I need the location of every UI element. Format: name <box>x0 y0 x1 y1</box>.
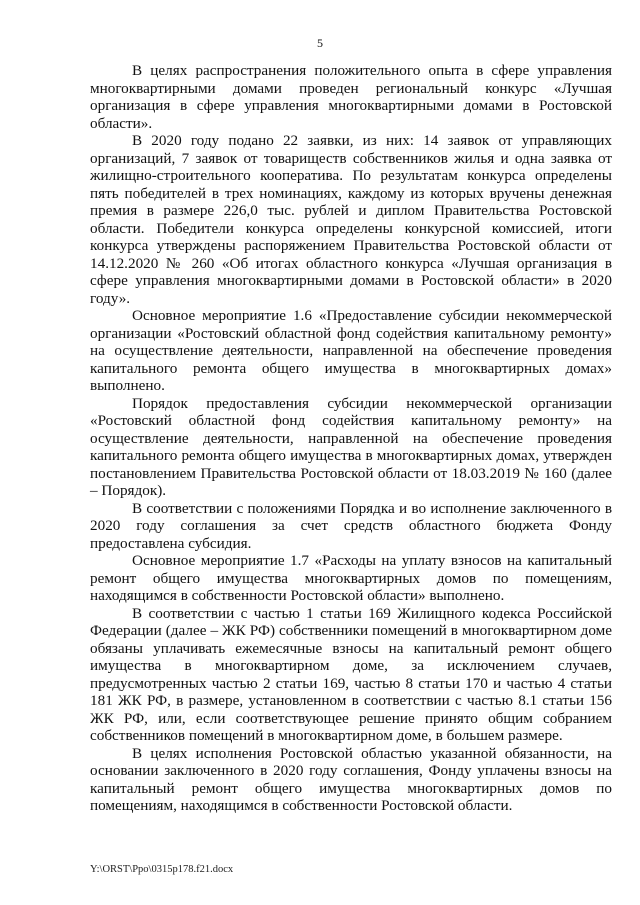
paragraph-measure-1-6: Основное мероприятие 1.6 «Предоставление субсидии некоммерческой организации «Ростовский областной фонд содействия капитальному ремонту» на осуществление деятельности, направленной на обеспечение проведения капитального ремонта общего имущества в многоквартирных домах» выполнено. <box>90 307 612 394</box>
paragraph-regional-contest: В целях распространения положительного опыта в сфере управления многоквартирными домами проведен региональный конкурс «Лучшая организация в сфере управления многоквартирными домами в Ростовской области». <box>90 62 612 132</box>
paragraph-subsidy-provided: В соответствии с положениями Порядка и во исполнение заключенного в 2020 году соглашения за счет средств областного бюджета Фонду предоставлена субсидия. <box>90 499 612 552</box>
footer-file-path: Y:\ORST\Ppo\0315p178.f21.docx <box>90 864 234 875</box>
document-body <box>90 62 612 815</box>
paragraph-measure-1-7: Основное мероприятие 1.7 «Расходы на уплату взносов на капитальный ремонт общего имущества многоквартирных домов по помещениям, находящимся в собственности Ростовской области» выполнено. <box>90 552 612 604</box>
paragraph-contributions-paid: В целях исполнения Ростовской областью указанной обязанности, на основании заключенного в 2020 году соглашения, Фонду уплачены взносы на капитальный ремонт общего имущества многоквартирных домов по помещениям, находящимся в собственности Ростовской области. <box>90 744 612 814</box>
page-number: 5 <box>317 36 323 50</box>
paragraph-contest-results: В 2020 году подано 22 заявки, из них: 14 заявок от управляющих организаций, 7 заявок от товариществ собственников жилья и одна заявка от жилищно-строительного кооператива. По результатам конкурса определены пять победителей в трех номинациях, каждому из которых вручены денежная премия в размере 226,0 тыс. рублей и диплом Правительства Ростовской области. Победители конкурса определены конкурсной комиссией, итоги конкурса утверждены распоряжением Правительства Ростовской области от 14.12.2020 № 260 «Об итогах областного конкурса «Лучшая организация в сфере управления многоквартирными домами в Ростовской области» в 2020 году». <box>90 132 612 307</box>
paragraph-housing-code: В соответствии с частью 1 статьи 169 Жилищного кодекса Российской Федерации (далее – ЖК РФ) собственники помещений в многоквартирном доме обязаны уплачивать ежемесячные взносы на капитальный ремонт общего имущества в многоквартирном доме, за исключением случаев, предусмотренных частью 2 статьи 169, частью 8 статьи 170 и частью 4 статьи 181 ЖК РФ, в размере, установленном в соответствии с частью 8.1 статьи 156 ЖК РФ, или, если соответствующее решение принято общим собранием собственников помещений в многоквартирном доме, в большем размере. <box>90 604 612 744</box>
paragraph-subsidy-procedure: Порядок предоставления субсидии некоммерческой организации «Ростовский областной фонд содействия капитальному ремонту» на осуществление деятельности, направленной на обеспечение проведения капитального ремонта общего имущества в многоквартирных домах, утвержден постановлением Правительства Ростовской области от 18.03.2019 № 160 (далее – Порядок). <box>90 394 612 499</box>
